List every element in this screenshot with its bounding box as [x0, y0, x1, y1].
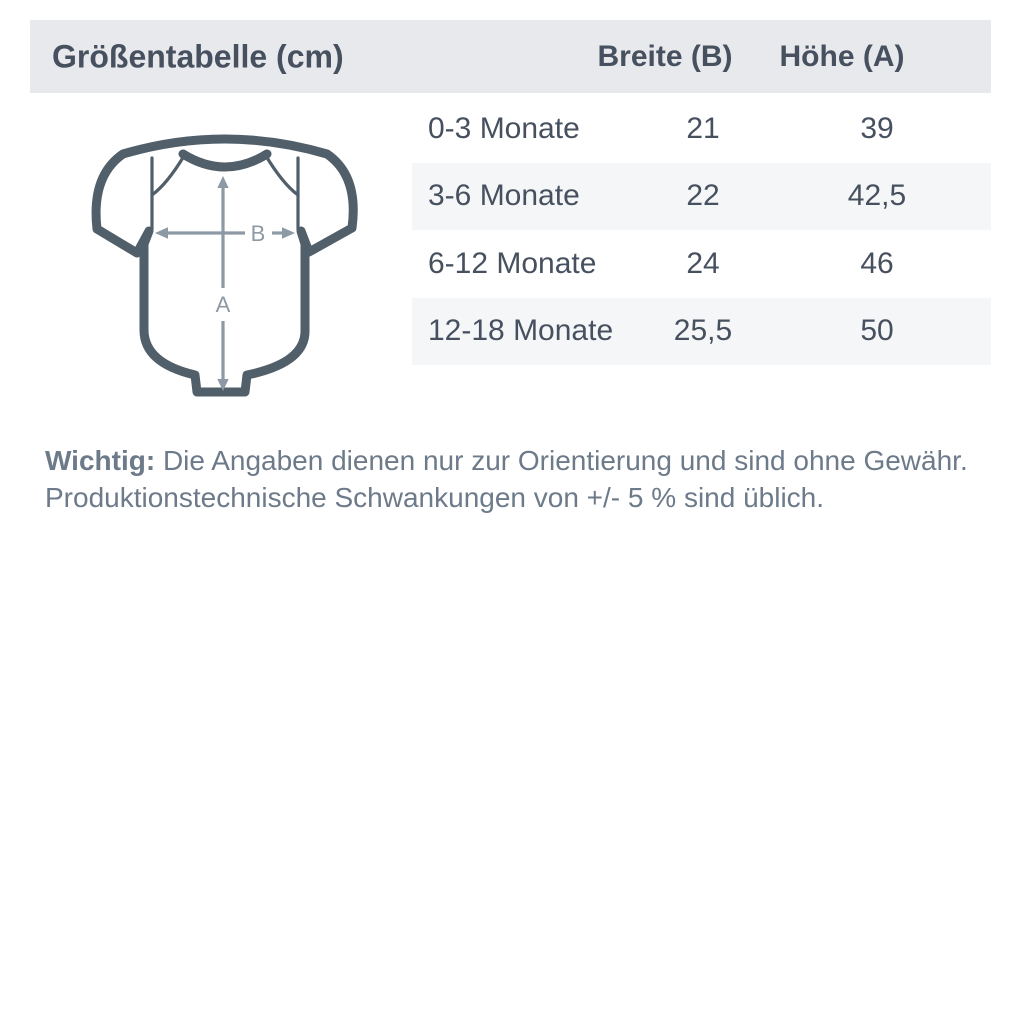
- height-cell: 50: [860, 314, 894, 348]
- column-header-width: Breite (B): [597, 39, 733, 73]
- table-row: [412, 298, 991, 366]
- height-cell: 39: [860, 111, 894, 145]
- width-cell: 25,5: [673, 314, 733, 348]
- disclaimer-line-2: Produktionstechnische Schwankungen von +/- 5 % sind üblich.: [45, 482, 825, 513]
- size-cell: 12-18 Monate: [428, 314, 614, 348]
- table-row: [412, 230, 991, 298]
- table-row: [412, 163, 991, 231]
- column-header-height: Höhe (A): [779, 39, 905, 73]
- page-title: Größentabelle (cm): [52, 38, 344, 74]
- baby-bodysuit-measurement-diagram: [85, 132, 365, 402]
- width-cell: 24: [686, 246, 720, 280]
- disclaimer-label: Wichtig:: [45, 445, 156, 476]
- size-table: [412, 95, 991, 365]
- disclaimer-note: [45, 442, 968, 516]
- height-arrow-label: A: [215, 292, 231, 317]
- size-chart-header-bar: [30, 20, 991, 93]
- height-cell: 46: [860, 246, 894, 280]
- size-cell: 3-6 Monate: [428, 179, 580, 213]
- disclaimer-line-1: Wichtig: Die Angaben dienen nur zur Orientierung und sind ohne Gewähr.: [45, 445, 968, 476]
- size-cell: 0-3 Monate: [428, 111, 580, 145]
- baby-bodysuit-icon: [96, 139, 353, 392]
- width-cell: 21: [686, 111, 720, 145]
- size-cell: 6-12 Monate: [428, 246, 597, 280]
- width-cell: 22: [686, 179, 720, 213]
- height-cell: 42,5: [847, 179, 907, 213]
- table-row: [412, 95, 991, 163]
- width-arrow-label: B: [250, 221, 266, 246]
